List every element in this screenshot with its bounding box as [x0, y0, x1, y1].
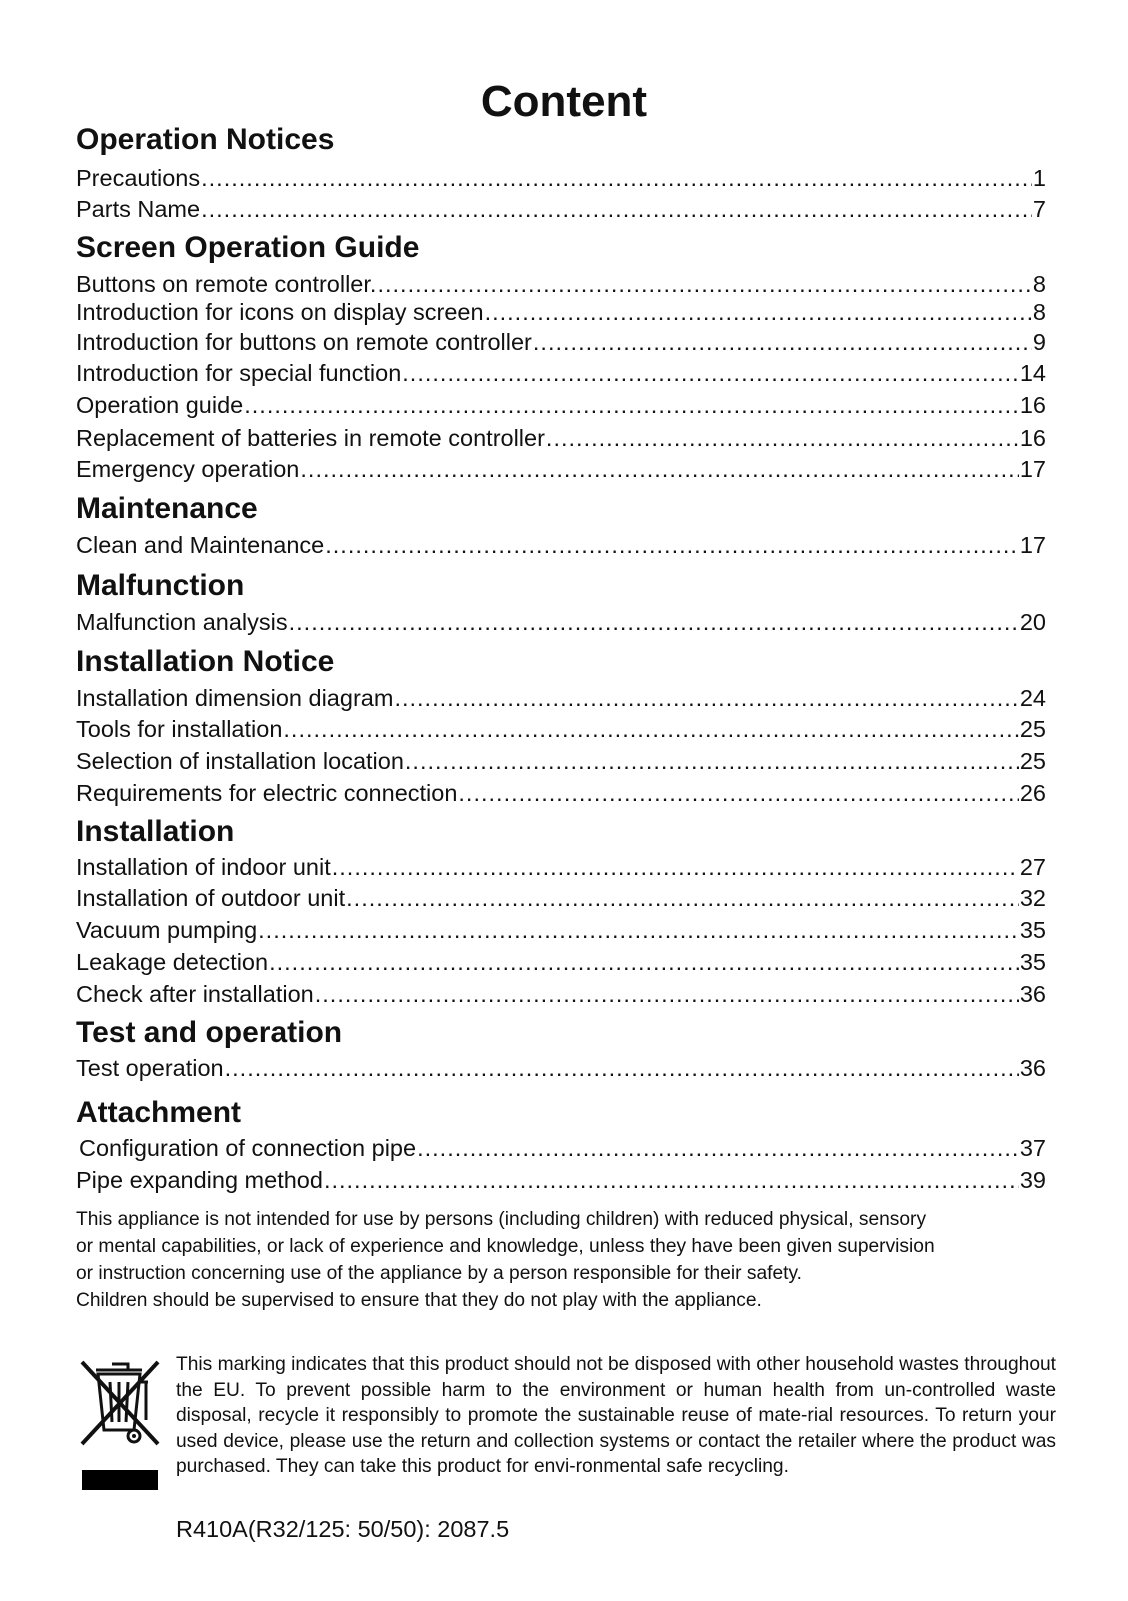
toc-entry-page: 37 [1019, 1135, 1046, 1161]
toc-entry-page: 26 [1019, 780, 1046, 806]
dot-leader [258, 915, 1019, 945]
toc-entry-parts-name[interactable] [76, 194, 1046, 224]
toc-entry-label: Malfunction analysis [76, 609, 288, 635]
toc-entry-page: 20 [1019, 609, 1046, 635]
dot-leader [269, 947, 1019, 977]
toc-entry-malfunction-analysis[interactable] [76, 607, 1046, 637]
toc-entry-buttons-on-remote[interactable] [76, 269, 1046, 299]
toc-entry-vacuum-pumping[interactable] [76, 915, 1046, 945]
toc-entry-special-function[interactable] [76, 358, 1046, 388]
toc-entry-label: Installation of outdoor unit [76, 885, 346, 911]
section-heading-installation-notice: Installation Notice [76, 645, 335, 678]
dot-leader [332, 852, 1019, 882]
toc-entry-page: 35 [1019, 917, 1046, 943]
dot-leader [300, 454, 1018, 484]
toc-entry-page: 16 [1019, 392, 1046, 418]
toc-entry-page: 7 [1032, 196, 1046, 222]
toc-entry-leakage-detection[interactable] [76, 947, 1046, 977]
safety-note-line: Children should be supervised to ensure that they do not play with the appliance. [76, 1290, 762, 1311]
toc-entry-label: Installation of indoor unit [76, 854, 331, 880]
dot-leader [417, 1133, 1019, 1163]
dot-leader [405, 746, 1019, 776]
dot-leader [289, 607, 1019, 637]
toc-entry-check-after-installation[interactable] [76, 979, 1046, 1009]
dot-leader [394, 683, 1018, 713]
safety-note [76, 1206, 1051, 1314]
toc-entry-label: Tools for installation [76, 716, 283, 742]
toc-entry-page: 17 [1019, 532, 1046, 558]
toc-entry-label: Parts Name [76, 196, 201, 222]
dot-leader [244, 390, 1019, 420]
toc-entry-emergency-operation[interactable] [76, 454, 1046, 484]
toc-entry-page: 39 [1019, 1167, 1046, 1193]
dot-leader [325, 530, 1019, 560]
toc-entry-operation-guide[interactable] [76, 390, 1046, 420]
toc-entry-indoor-unit[interactable] [76, 852, 1046, 882]
toc-entry-page: 27 [1019, 854, 1046, 880]
page-title: Content [480, 77, 648, 126]
toc-entry-page: 17 [1019, 456, 1046, 482]
weee-notice: This marking indicates that this product should not be disposed with other household wastes throughout the EU. To prevent possible harm to the environment or human health from un-controlled waste disposal, recycle it responsibly to promote the sustainable reuse of mate-rial resources. To return your used device, please use the return and collection systems or contact the retailer where the product was purchased. They can take this product for envi-ronmental safe recycling. [176, 1354, 1056, 1477]
toc-entry-label: Selection of installation location [76, 748, 404, 774]
dot-leader [402, 358, 1019, 388]
section-heading-installation: Installation [76, 815, 235, 848]
dot-leader [315, 979, 1019, 1009]
toc-entry-label: Operation guide [76, 392, 244, 418]
toc-entry-icons-on-display[interactable] [76, 297, 1046, 327]
toc-entry-page: 35 [1019, 949, 1046, 975]
toc-entry-connection-pipe[interactable] [79, 1133, 1046, 1163]
weee-bar [82, 1470, 158, 1490]
toc-entry-test-operation[interactable] [76, 1053, 1046, 1083]
toc-entry-page: 8 [1032, 271, 1046, 297]
toc-entry-label: Emergency operation [76, 456, 300, 482]
safety-note-line: or mental capabilities, or lack of experience and knowledge, unless they have been given supervision [76, 1236, 935, 1257]
toc-entry-pipe-expanding[interactable] [76, 1165, 1046, 1195]
toc-entry-label: Installation dimension diagram [76, 685, 394, 711]
toc-entry-page: 14 [1019, 360, 1046, 386]
toc-entry-replace-batteries[interactable] [76, 423, 1046, 453]
dot-leader [201, 163, 1032, 193]
section-heading-maintenance: Maintenance [76, 492, 258, 525]
toc-entry-label: Introduction for special function [76, 360, 402, 386]
toc-entry-label: Requirements for electric connection [76, 780, 458, 806]
section-heading-attachment: Attachment [76, 1096, 242, 1129]
section-heading-test-and-operation: Test and operation [76, 1016, 343, 1049]
toc-entry-label: Configuration of connection pipe [79, 1135, 417, 1161]
toc-entry-label: Clean and Maintenance [76, 532, 325, 558]
toc-entry-location[interactable] [76, 746, 1046, 776]
toc-entry-tools[interactable] [76, 714, 1046, 744]
toc-entry-page: 16 [1019, 425, 1046, 451]
toc-entry-page: 1 [1032, 165, 1046, 191]
dot-leader [458, 778, 1018, 808]
dot-leader [546, 423, 1019, 453]
toc-entry-label: Introduction for icons on display screen [76, 299, 484, 325]
toc-entry-label: Pipe expanding method [76, 1167, 323, 1193]
toc-entry-page: 25 [1019, 748, 1046, 774]
toc-entry-label: Precautions [76, 165, 201, 191]
toc-entry-page: 32 [1019, 885, 1046, 911]
section-heading-operation-notices: Operation Notices [76, 123, 335, 156]
toc-entry-label: Vacuum pumping [76, 917, 258, 943]
dot-leader [346, 883, 1019, 913]
toc-entry-page: 36 [1019, 1055, 1046, 1081]
toc-entry-page: 8 [1032, 299, 1046, 325]
safety-note-line: or instruction concerning use of the appliance by a person responsible for their safety. [76, 1263, 802, 1284]
section-heading-screen-operation-guide: Screen Operation Guide [76, 231, 420, 264]
toc-entry-precautions[interactable] [76, 163, 1046, 193]
toc-entry-page: 25 [1019, 716, 1046, 742]
toc-entry-label: Buttons on remote controller. [76, 271, 377, 297]
toc-entry-clean-maintenance[interactable] [76, 530, 1046, 560]
dot-leader [377, 269, 1031, 299]
toc-entry-label: Check after installation [76, 981, 314, 1007]
dot-leader [225, 1053, 1019, 1083]
dot-leader [283, 714, 1018, 744]
toc-entry-electric-connection[interactable] [76, 778, 1046, 808]
toc-entry-page: 9 [1032, 329, 1046, 355]
section-heading-malfunction: Malfunction [76, 569, 245, 602]
toc-entry-label: Replacement of batteries in remote controller [76, 425, 545, 451]
toc-entry-page: 36 [1019, 981, 1046, 1007]
dot-leader [201, 194, 1032, 224]
safety-note-line: This appliance is not intended for use by persons (including children) with reduced physical, sensory [76, 1209, 927, 1230]
toc-entry-label: Introduction for buttons on remote controller [76, 329, 532, 355]
dot-leader [324, 1165, 1019, 1195]
toc-entry-label: Leakage detection [76, 949, 269, 975]
dot-leader [533, 327, 1032, 357]
refrigerant-info: R410A(R32/125: 50/50): 2087.5 [176, 1516, 510, 1542]
toc-entry-buttons-intro[interactable] [76, 327, 1046, 357]
dot-leader [485, 297, 1032, 327]
toc-entry-label: Test operation [76, 1055, 224, 1081]
toc-entry-page: 24 [1019, 685, 1046, 711]
toc-entry-outdoor-unit[interactable] [76, 883, 1046, 913]
toc-entry-dimension-diagram[interactable] [76, 683, 1046, 713]
crossed-out-wheelie-bin-icon [78, 1358, 162, 1448]
